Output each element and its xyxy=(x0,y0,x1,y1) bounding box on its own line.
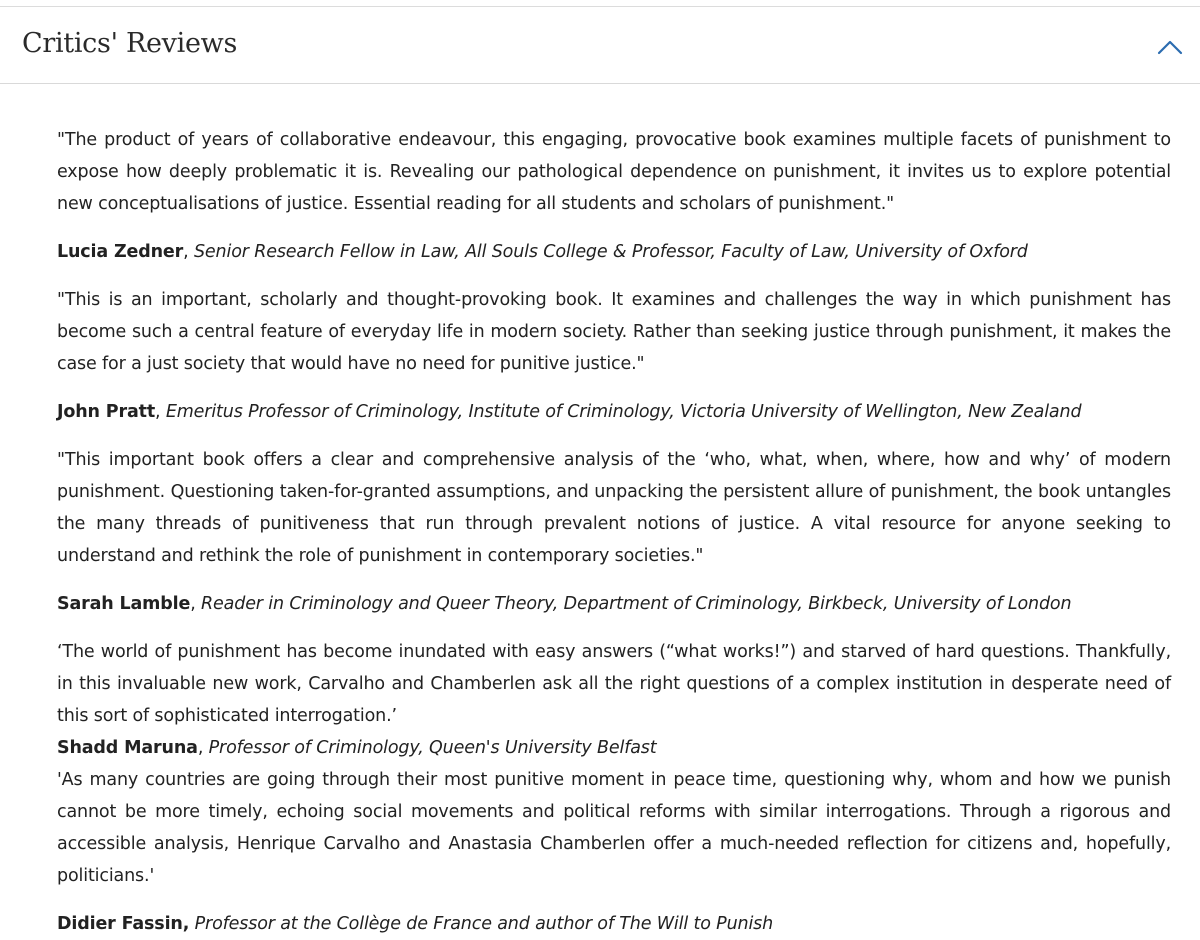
attribution-separator: , xyxy=(155,402,166,422)
attribution-separator: , xyxy=(197,738,209,758)
reviewer-name: Lucia Zedner xyxy=(57,242,184,262)
reviewer-role: Emeritus Professor of Criminology, Institute of Criminology, Victoria University of Wellington, New Zealand xyxy=(165,402,1082,422)
critics-reviews-accordion-header[interactable] xyxy=(0,7,1200,84)
reviews-panel xyxy=(57,124,1171,940)
attribution-separator: , xyxy=(183,242,194,262)
reviewer-role: Reader in Criminology and Queer Theory, Department of Criminology, Birkbeck, University of London xyxy=(201,594,1072,614)
reviewer-role: Professor of Criminology, Queen's University Belfast xyxy=(208,738,657,758)
review-quote: ‘The world of punishment has become inundated with easy answers (“what works!”) and starved of hard questions. Thankfully, in this invaluable new work, Carvalho and Chamberlen ask all the right questions of a complex institution in desperate need of this sort of sophisticated interrogation.’ xyxy=(57,642,1171,726)
reviewer-role: Professor at the Collège de France and author of The Will to Punish xyxy=(194,914,774,934)
chevron-up-icon xyxy=(1157,39,1183,55)
reviewer-name: John Pratt xyxy=(57,402,156,422)
attribution-separator: , xyxy=(190,594,202,614)
review-attribution xyxy=(57,732,1171,764)
reviewer-name: Shadd Maruna xyxy=(57,738,198,758)
reviewer-role: Senior Research Fellow in Law, All Souls College & Professor, Faculty of Law, University of Oxford xyxy=(193,242,1028,262)
section-title: Critics' Reviews xyxy=(22,28,238,59)
review-quote: "This important book offers a clear and comprehensive analysis of the ‘who, what, when, where, how and why’ of modern punishment. Questioning taken-for-granted assumptions, and unpacking the persistent allure of punishment, the book untangles the many threads of punitiveness that run through prevalent notions of justice. A vital resource for anyone seeking to understand and rethink the role of punishment in contemporary societies." xyxy=(57,450,1171,566)
review-quote: "The product of years of collaborative endeavour, this engaging, provocative book examines multiple facets of punishment to expose how deeply problematic it is. Revealing our pathological dependence on punishment, it invites us to explore potential new conceptualisations of justice. Essential reading for all students and scholars of punishment." xyxy=(57,130,1171,214)
review-attribution xyxy=(57,236,1171,268)
review-attribution xyxy=(57,908,1171,940)
reviewer-name: Didier Fassin, xyxy=(57,914,190,934)
collapse-toggle-button[interactable] xyxy=(1150,29,1190,65)
review-attribution xyxy=(57,588,1171,620)
review-attribution xyxy=(57,396,1171,428)
reviewer-name: Sarah Lamble xyxy=(57,594,191,614)
review-quote: "This is an important, scholarly and thought-provoking book. It examines and challenges the way in which punishment has become such a central feature of everyday life in modern society. Rather than seeking justice through punishment, it makes the case for a just society that would have no need for punitive justice." xyxy=(57,290,1171,374)
review-quote: 'As many countries are going through their most punitive moment in peace time, questioning why, whom and how we punish cannot be more timely, echoing social movements and political reforms with similar interrogations. Through a rigorous and accessible analysis, Henrique Carvalho and Anastasia Chamberlen offer a much-needed reflection for citizens and, hopefully, politicians.' xyxy=(57,770,1171,886)
